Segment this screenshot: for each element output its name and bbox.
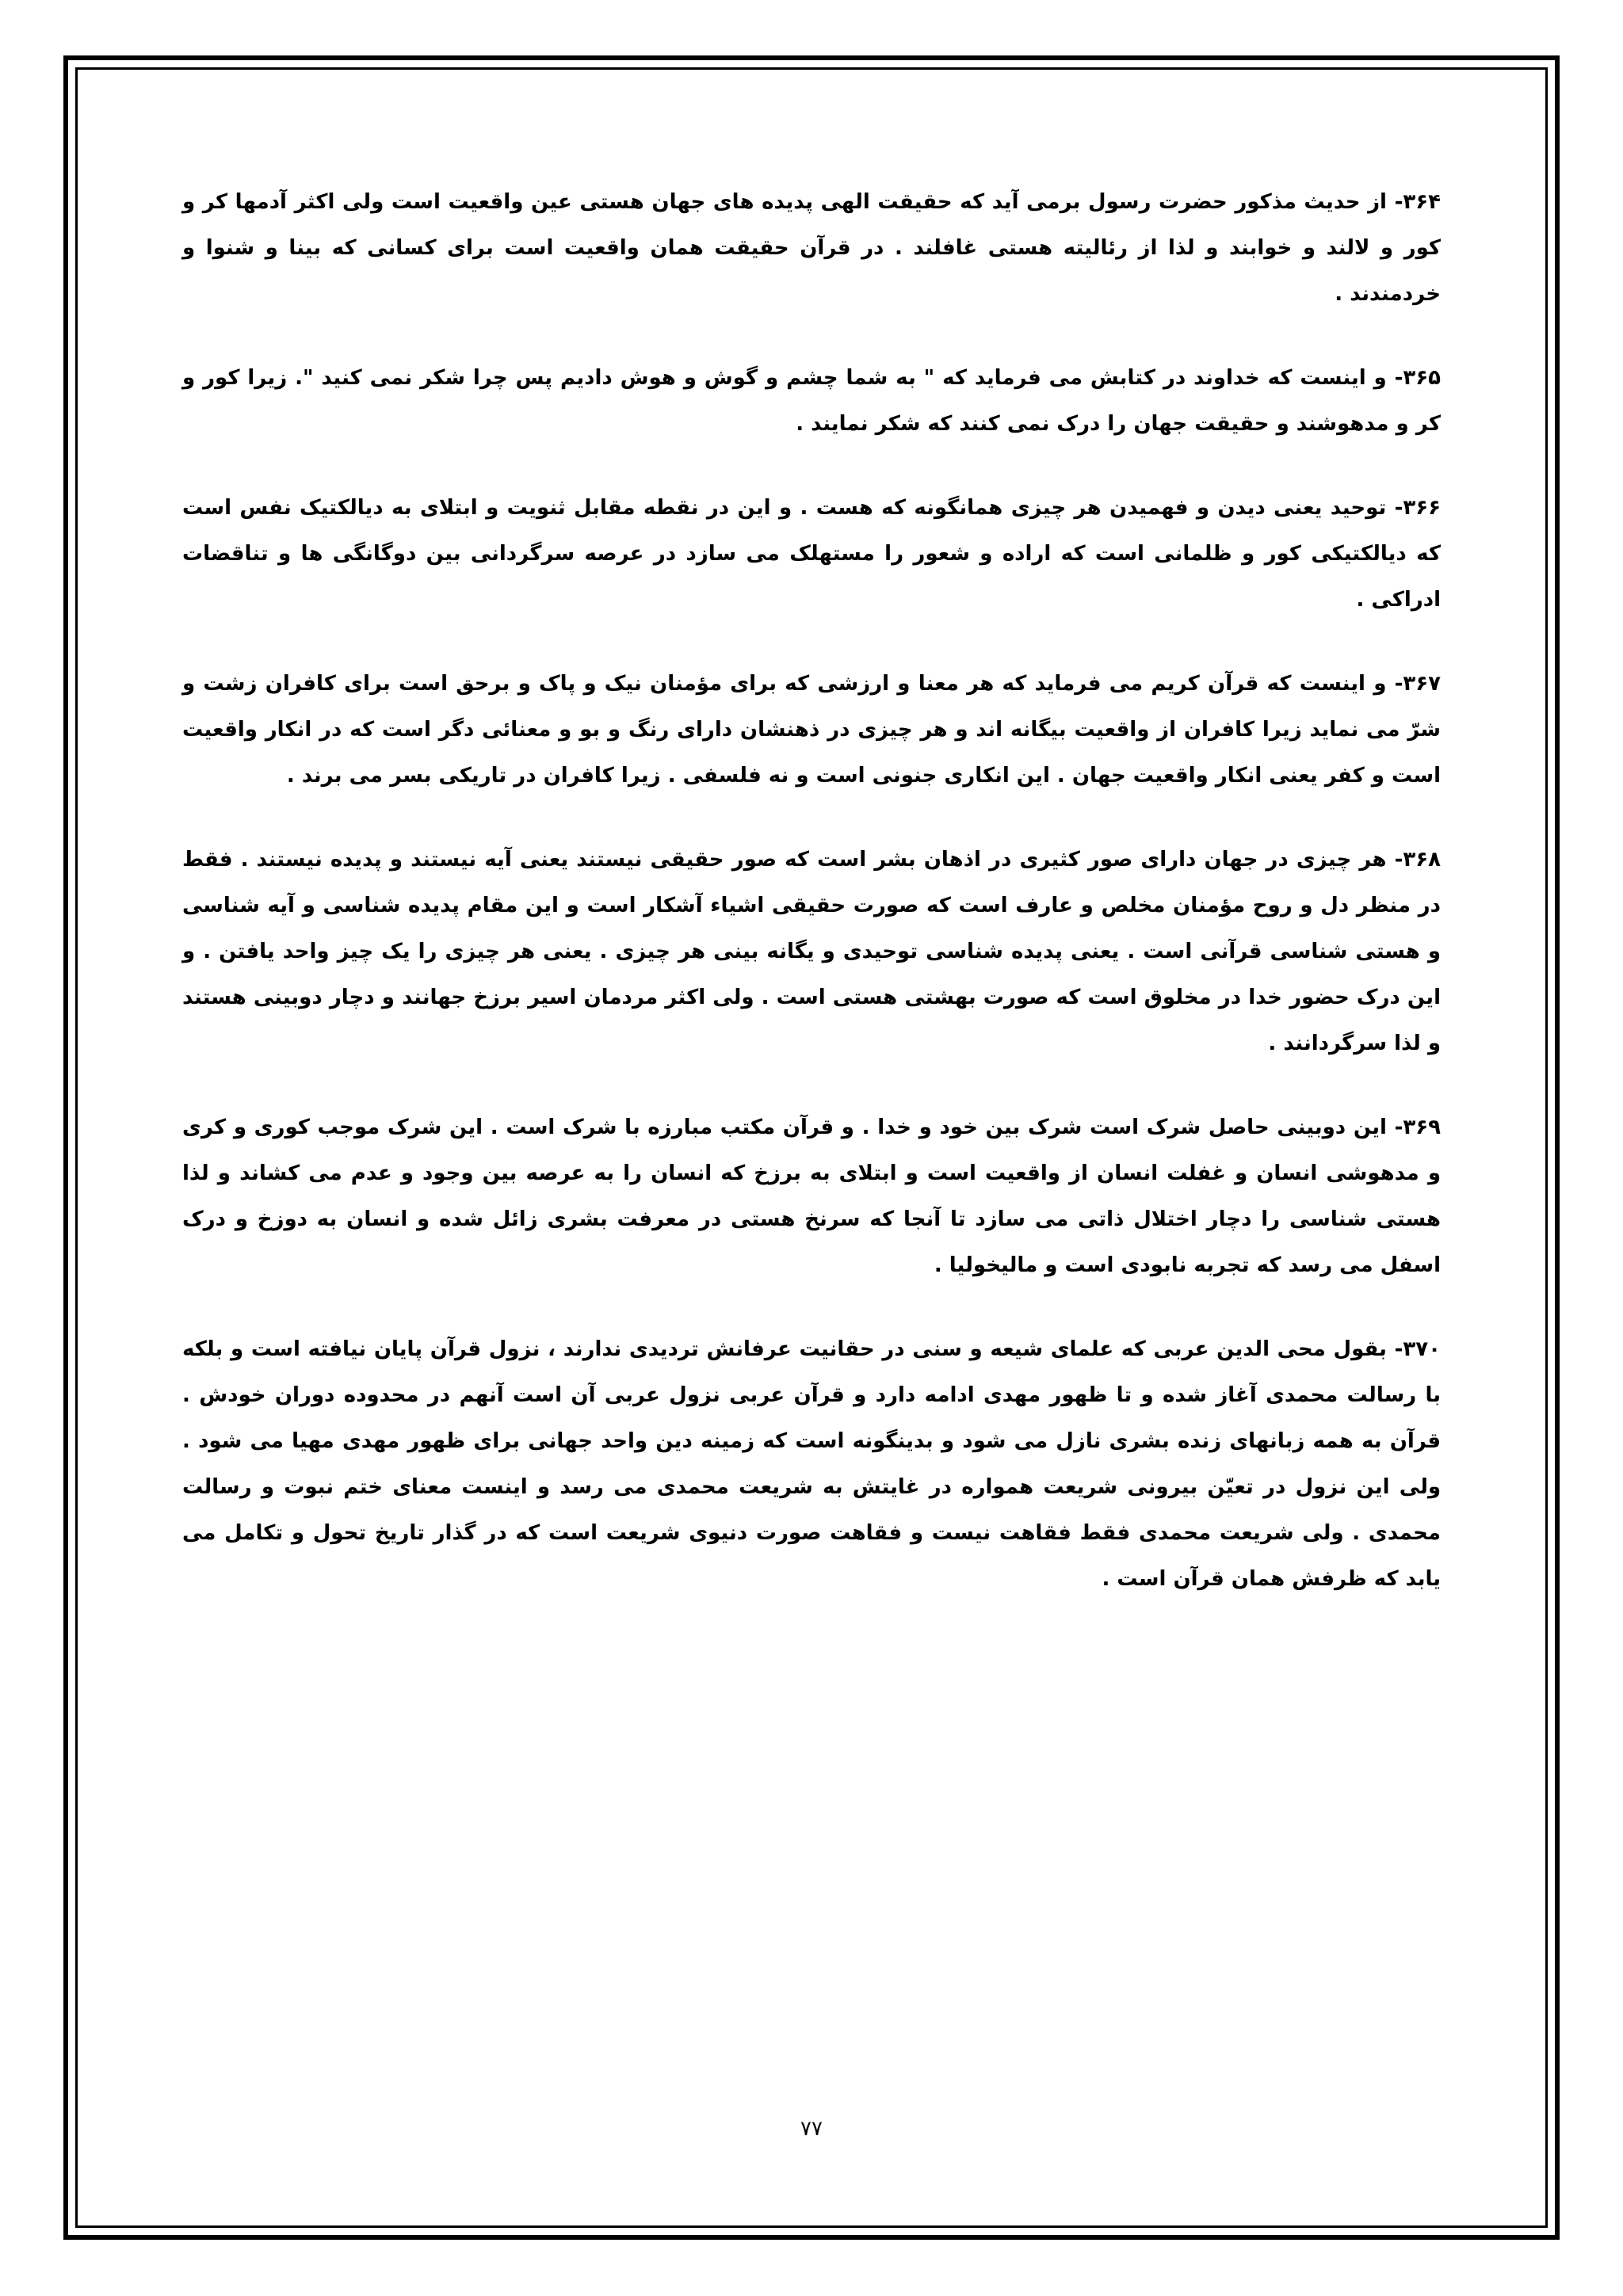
paragraph-370: ۳۷۰- بقول محی الدین عربی که علمای شیعه و سنی در حقانیت عرفانش تردیدی ندارند ، نزول قرآن پایان نیافته است و بلکه با رسالت محمدی آغاز شده و تا ظهور مهدی ادامه دارد و قرآن عربی نزول عربی آن است آنهم در محدوده دوران خودش . قرآن به همه زبانهای زنده بشری نازل می شود و بدینگونه است که زمینه دین واحد جهانی برای ظهور مهدی مهیا می شود . ولی این نزول در تعیّن بیرونی شریعت همواره در غایتش به شریعت محمدی می رسد و اینست معنای ختم نبوت و رسالت محمدی . ولی شریعت محمدی فقط فقاهت نیست و فقاهت صورت دنیوی شریعت است که در گذار تاریخ تحول و تکامل می یابد که ظرفش همان قرآن است .	[182, 1337, 1441, 1591]
paragraph-369: ۳۶۹- این دوبینی حاصل شرک است شرک بین خود و خدا . و قرآن مکتب مبارزه با شرک است . این شرک موجب کوری و کری و مدهوشی انسان و غفلت انسان از واقعیت است و ابتلای به برزخ که انسان را به عرصه بین وجود و عدم می کشاند و لذا هستی شناسی را دچار اختلال ذاتی می سازد تا آنجا که سرنخ هستی در معرفت بشری زائل شده و انسان به دوزخ و درک اسفل می رسد که تجربه نابودی است و مالیخولیا .	[182, 1116, 1441, 1277]
paragraph-367: ۳۶۷- و اینست که قرآن کریم می فرماید که هر معنا و ارزشی که برای مؤمنان نیک و پاک و برحق است برای کافران زشت و شرّ می نماید زیرا کافران از واقعیت بیگانه اند و هر چیزی در ذهنشان دارای رنگ و بو و معنائی دگر است که در انکار واقعیت است و کفر یعنی انکار واقعیت جهان . این انکاری جنونی است و نه فلسفی . زیرا کافران در تاریکی بسر می برند .	[182, 672, 1441, 788]
document-body	[182, 179, 1441, 1640]
paragraph-364: ۳۶۴- از حدیث مذکور حضرت رسول برمی آید که حقیقت الهی پدیده های جهان هستی عین واقعیت است ولی اکثر آدمها کر و کور و لالند و خوابند و لذا از رئالیته هستی غافلند . در قرآن حقیقت همان واقعیت است برای کسانی که بینا و شنوا و خردمندند .	[182, 190, 1441, 306]
paragraph-366: ۳۶۶- توحید یعنی دیدن و فهمیدن هر چیزی همانگونه که هست . و این در نقطه مقابل ثنویت و ابتلای به دیالکتیک نفس است که دیالکتیکی کور و ظلمانی است که اراده و شعور را مستهلک می سازد در عرصه سرگردانی بین دوگانگی ها و تناقضات ادراکی .	[182, 496, 1441, 612]
page-number: ۷۷	[800, 2117, 823, 2141]
paragraph-368: ۳۶۸- هر چیزی در جهان دارای صور کثیری در اذهان بشر است که صور حقیقی نیستند یعنی آیه نیستند و پدیده نیستند . فقط در منظر دل و روح مؤمنان مخلص و عارف است که صورت حقیقی اشیاء آشکار است و این مقام پدیده شناسی و آیه شناسی و هستی شناسی قرآنی است . یعنی پدیده شناسی توحیدی و یگانه بینی هر چیزی . یعنی هر چیزی را یک چیز واحد یافتن . و این درک حضور خدا در مخلوق است که صورت بهشتی هستی است . ولی اکثر مردمان اسیر برزخ جهانند و دچار دوبینی هستند و لذا سرگردانند .	[182, 848, 1441, 1055]
paragraph-365: ۳۶۵- و اینست که خداوند در کتابش می فرماید که " به شما چشم و گوش و هوش دادیم پس چرا شکر نمی کنید ". زیرا کور و کر و مدهوشند و حقیقت جهان را درک نمی کنند که شکر نمایند .	[182, 366, 1441, 436]
